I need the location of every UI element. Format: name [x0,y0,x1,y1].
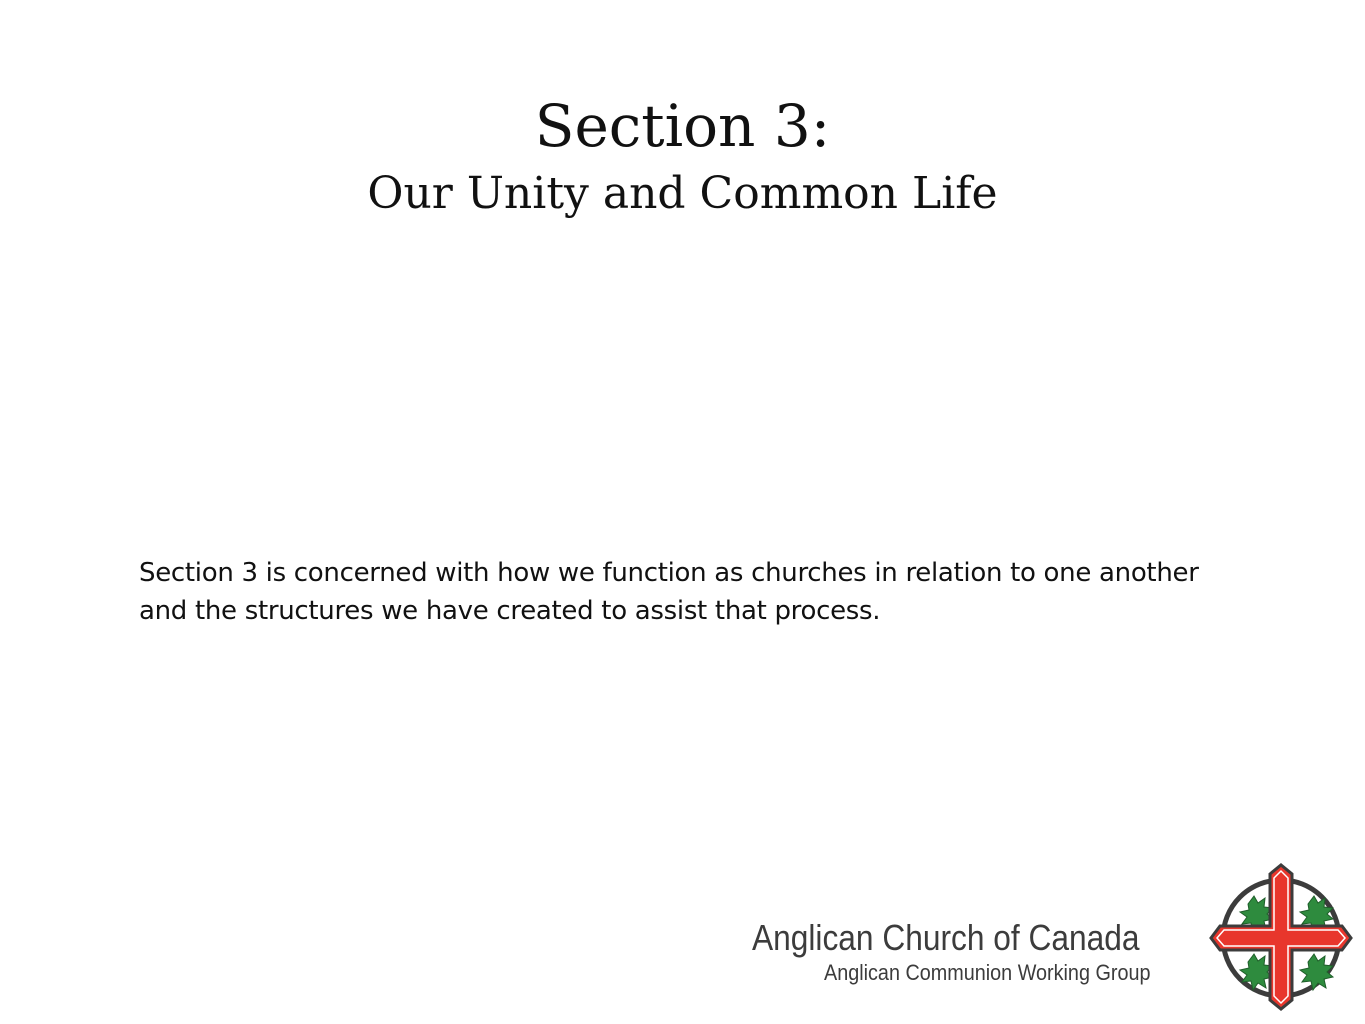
slide-body-text: Section 3 is concerned with how we function as churches in relation to one another and the structures we have created to assist that process. [139,558,1199,626]
logo-group-name: Anglican Communion Working Group [824,960,1151,985]
anglican-church-logo [752,862,1352,1012]
slide-title: Section 3: [534,92,831,160]
slide-subtitle: Our Unity and Common Life [367,168,998,219]
compass-rose-cross-icon [1208,862,1354,1012]
logo-organization-name: Anglican Church of Canada [752,917,1140,958]
